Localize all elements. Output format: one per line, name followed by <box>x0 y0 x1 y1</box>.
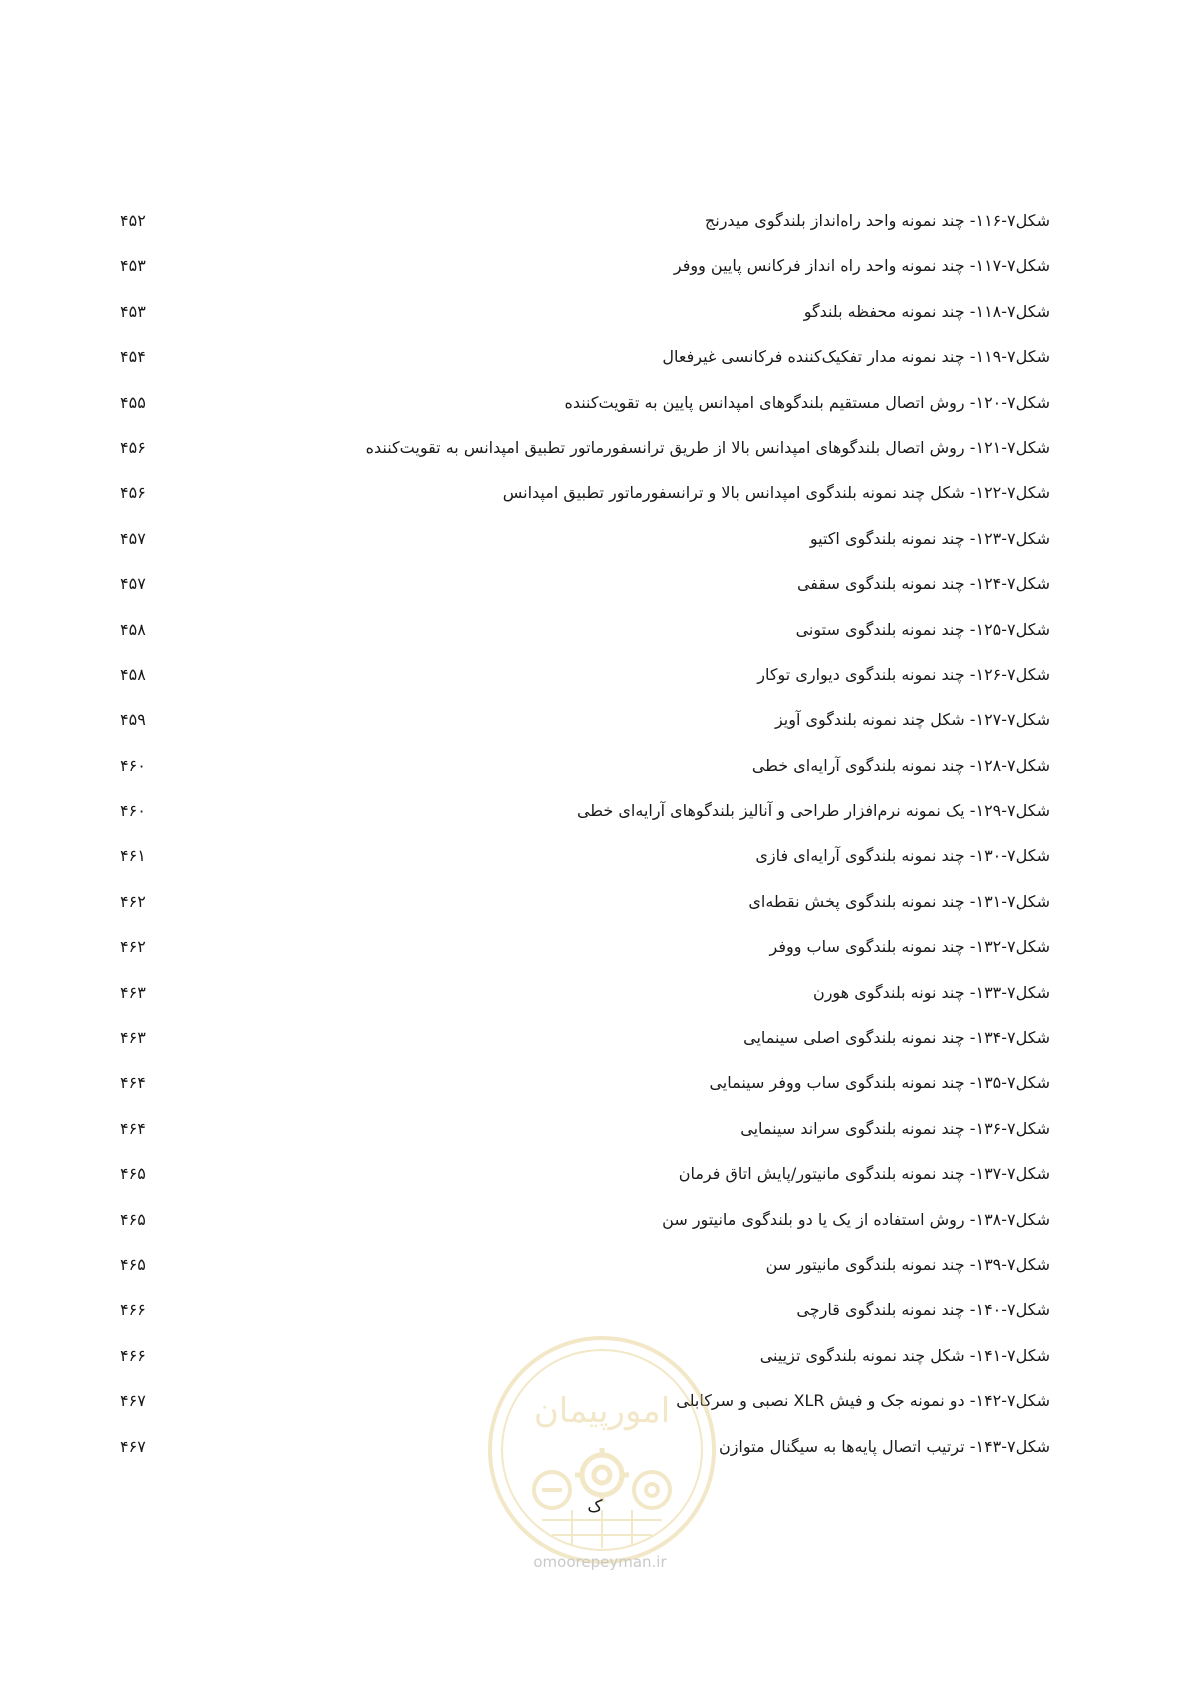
toc-entry-title: شکل۷-۱۳۵- چند نمونه بلندگوی ساب ووفر سینمایی <box>709 1073 1050 1093</box>
toc-entry-page: ۴۶۵ <box>120 1254 146 1274</box>
toc-entry <box>120 1163 1050 1208</box>
watermark-logo-text: امورپیمان <box>533 1391 671 1431</box>
toc-entry-page: ۴۵۷ <box>120 528 146 548</box>
toc-entry-title: شکل۷-۱۲۹- یک نمونه نرم‌افزار طراحی و آنالیز بلندگوهای آرایه‌ای خطی <box>576 801 1050 821</box>
toc-entry <box>120 301 1050 346</box>
toc-entry <box>120 755 1050 800</box>
toc-entry-page: ۴۵۳ <box>120 301 146 321</box>
toc-entry-page: ۴۵۸ <box>120 619 146 639</box>
toc-entry <box>120 891 1050 936</box>
toc-entry-title: شکل۷-۱۱۶- چند نمونه واحد راه‌انداز بلندگوی میدرنج <box>704 211 1050 230</box>
toc-entry-title: شکل۷-۱۴۰- چند نمونه بلندگوی قارچی <box>796 1300 1050 1320</box>
toc-entry-page: ۴۶۶ <box>120 1300 146 1320</box>
toc-entry-page: ۴۶۵ <box>120 1209 146 1229</box>
toc-entry <box>120 1390 1050 1435</box>
toc-entry-page: ۴۵۵ <box>120 392 146 412</box>
toc-entry-page: ۴۶۰ <box>120 755 146 775</box>
watermark-url: omoorepeyman.ir <box>533 1553 667 1571</box>
toc-entry-page: ۴۵۳ <box>120 256 146 276</box>
toc-entry-page: ۴۵۲ <box>120 211 146 230</box>
toc-entry <box>120 482 1050 527</box>
toc-entry-title: شکل۷-۱۳۷- چند نمونه بلندگوی مانیتور/پایش اتاق فرمان <box>678 1164 1050 1184</box>
toc-entry-title: شکل۷-۱۳۰- چند نمونه بلندگوی آرایه‌ای فازی <box>755 846 1050 866</box>
toc-entry-page: ۴۵۹ <box>120 710 146 730</box>
toc-entry-page: ۴۵۸ <box>120 664 146 684</box>
toc-entry-page: ۴۵۶ <box>120 437 146 457</box>
toc-entry-title: شکل۷-۱۲۸- چند نمونه بلندگوی آرایه‌ای خطی <box>751 755 1050 775</box>
toc-entry-page: ۴۵۶ <box>120 483 146 503</box>
toc-entry-page: ۴۶۲ <box>120 891 146 911</box>
toc-entry-title: شکل۷-۱۲۶- چند نمونه بلندگوی دیواری توکار <box>757 664 1050 684</box>
toc-entry-title: شکل۷-۱۴۲- دو نمونه جک و فیش XLR نصبی و سرکابلی <box>676 1391 1050 1411</box>
toc-entry-page: ۴۶۶ <box>120 1345 146 1365</box>
toc-entry-page: ۴۶۷ <box>120 1436 146 1456</box>
toc-entry <box>120 800 1050 845</box>
toc-entry <box>120 346 1050 391</box>
toc-entry-title: شکل۷-۱۳۶- چند نمونه بلندگوی سراند سینمایی <box>740 1118 1050 1138</box>
toc-entry <box>120 845 1050 890</box>
toc-entry-title: شکل۷-۱۳۱- چند نمونه بلندگوی پخش نقطه‌ای <box>748 891 1050 911</box>
toc-entry <box>120 1254 1050 1299</box>
toc-entry <box>120 255 1050 300</box>
toc-entry-page: ۴۵۷ <box>120 574 146 594</box>
toc-entry-title: شکل۷-۱۳۳- چند نونه بلندگوی هورن <box>812 982 1050 1002</box>
toc-entry <box>120 982 1050 1027</box>
toc-entry-page: ۴۶۳ <box>120 982 146 1002</box>
toc-entry <box>120 709 1050 754</box>
toc-entry-page: ۴۶۵ <box>120 1164 146 1184</box>
toc-entry-title: شکل۷-۱۱۹- چند نمونه مدار تفکیک‌کننده فرکانسی غیرفعال <box>662 347 1050 367</box>
toc-entry-title: شکل۷-۱۲۷- شکل چند نمونه بلندگوی آویز <box>774 710 1050 730</box>
list-of-figures <box>120 210 1050 1481</box>
toc-entry-title: شکل۷-۱۳۸- روش استفاده از یک یا دو بلندگوی مانیتور سن <box>662 1209 1050 1229</box>
toc-entry <box>120 573 1050 618</box>
toc-entry-title: شکل۷-۱۳۹- چند نمونه بلندگوی مانیتور سن <box>765 1254 1050 1274</box>
toc-entry <box>120 1345 1050 1390</box>
toc-entry <box>120 1118 1050 1163</box>
toc-entry-page: ۴۶۷ <box>120 1391 146 1411</box>
toc-entry <box>120 392 1050 437</box>
toc-entry-title: شکل۷-۱۲۰- روش اتصال مستقیم بلندگوهای امپدانس پایین به تقویت‌کننده <box>564 392 1050 412</box>
toc-entry <box>120 1072 1050 1117</box>
toc-entry <box>120 210 1050 255</box>
toc-entry <box>120 1436 1050 1481</box>
toc-entry <box>120 936 1050 981</box>
toc-entry-page: ۴۶۲ <box>120 937 146 957</box>
toc-entry-title: شکل۷-۱۲۳- چند نمونه بلندگوی اکتیو <box>809 528 1050 548</box>
toc-entry-title: شکل۷-۱۲۲- شکل چند نمونه بلندگوی امپدانس بالا و ترانسفورماتور تطبیق امپدانس <box>502 483 1050 503</box>
toc-entry <box>120 664 1050 709</box>
toc-entry-title: شکل۷-۱۴۱- شکل چند نمونه بلندگوی تزیینی <box>759 1345 1050 1365</box>
toc-entry-title: شکل۷-۱۳۲- چند نمونه بلندگوی ساب ووفر <box>769 937 1050 957</box>
toc-entry-title: شکل۷-۱۱۸- چند نمونه محفظه بلندگو <box>803 301 1050 321</box>
toc-entry <box>120 1299 1050 1344</box>
toc-entry <box>120 1027 1050 1072</box>
toc-entry <box>120 437 1050 482</box>
toc-entry-title: شکل۷-۱۳۴- چند نمونه بلندگوی اصلی سینمایی <box>743 1028 1050 1048</box>
toc-entry-page: ۴۶۳ <box>120 1028 146 1048</box>
toc-entry-page: ۴۶۰ <box>120 801 146 821</box>
page-number: ک <box>587 1497 603 1517</box>
toc-entry <box>120 1209 1050 1254</box>
toc-entry-title: شکل۷-۱۱۷- چند نمونه واحد راه انداز فرکانس پایین ووفر <box>673 256 1050 276</box>
toc-entry <box>120 619 1050 664</box>
toc-entry-title: شکل۷-۱۲۱- روش اتصال بلندگوهای امپدانس بالا از طریق ترانسفورماتور تطبیق امپدانس به تقویت‌کننده <box>365 437 1050 457</box>
toc-entry-page: ۴۵۴ <box>120 347 146 367</box>
toc-entry-page: ۴۶۴ <box>120 1073 146 1093</box>
toc-entry-page: ۴۶۱ <box>120 846 146 866</box>
toc-entry-title: شکل۷-۱۲۵- چند نمونه بلندگوی ستونی <box>795 619 1050 639</box>
toc-entry <box>120 528 1050 573</box>
toc-entry-title: شکل۷-۱۲۴- چند نمونه بلندگوی سقفی <box>796 574 1050 594</box>
toc-entry-page: ۴۶۴ <box>120 1118 146 1138</box>
toc-entry-title: شکل۷-۱۴۳- ترتیب اتصال پایه‌ها به سیگنال متوازن <box>718 1436 1050 1456</box>
